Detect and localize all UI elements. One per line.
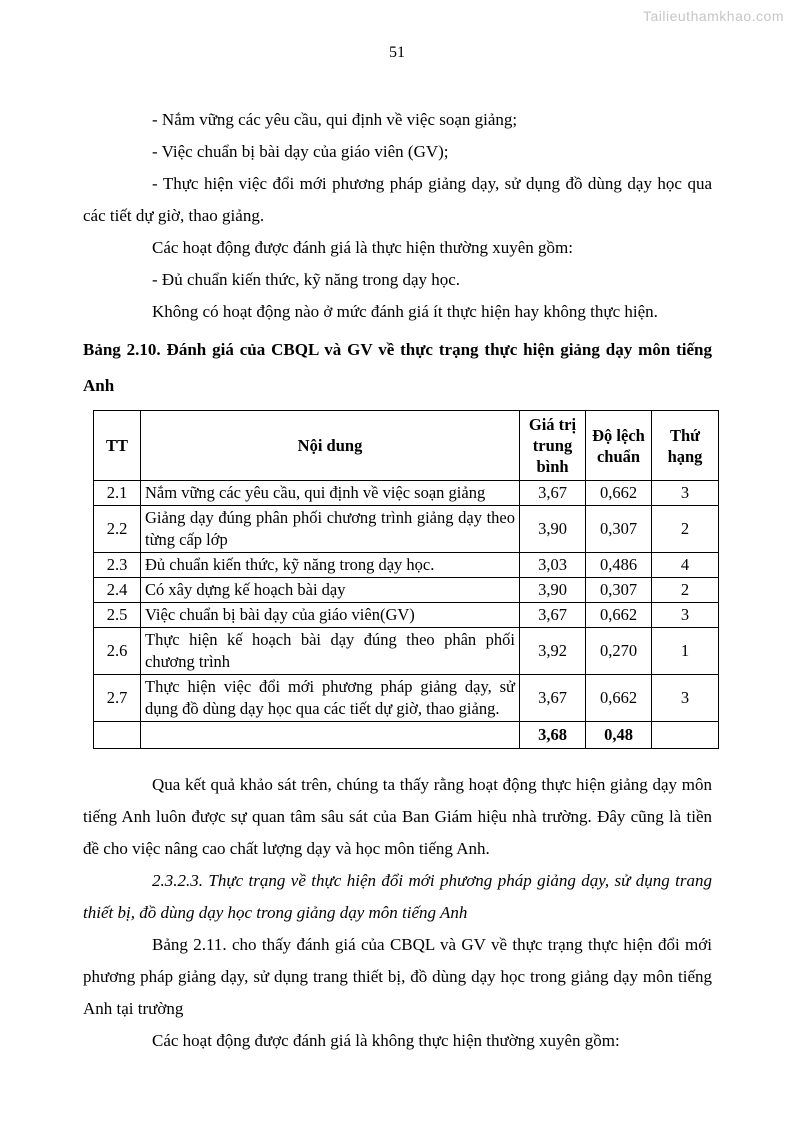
paragraph: - Nắm vững các yêu cầu, qui định về việc soạn giảng;: [152, 110, 518, 129]
cell-content: Việc chuẩn bị bài dạy của giáo viên(GV): [141, 603, 520, 628]
paragraph: Qua kết quả khảo sát trên, chúng ta thấy rằng hoạt động thực hiện giảng dạy môn tiếng Anh luôn được sự quan tâm sâu sát của Ban Giám hiệu nhà trường. Đây cũng là tiền đề cho việc nâng cao chất lượng dạy và học môn tiếng Anh.: [83, 775, 712, 858]
header-cell-tt: TT: [94, 411, 141, 481]
header-cell-noidung: Nội dung: [141, 411, 520, 481]
table-caption: Bảng 2.10. Đánh giá của CBQL và GV về thực trạng thực hiện giảng dạy môn tiếng Anh: [83, 340, 712, 395]
paragraph: - Thực hiện việc đổi mới phương pháp giảng dạy, sử dụng đồ dùng dạy học qua các tiết dự giờ, thao giảng.: [83, 174, 712, 225]
header-cell-sd: Độ lệch chuẩn: [586, 411, 652, 481]
cell-sd: 0,662: [586, 603, 652, 628]
cell-sd: 0,662: [586, 675, 652, 722]
cell-mean: 3,67: [520, 603, 586, 628]
cell-tt: 2.6: [94, 628, 141, 675]
section-heading: 2.3.2.3. Thực trạng về thực hiện đổi mới phương pháp giảng dạy, sử dụng trang thiết bị, đồ dùng dạy học trong giảng dạy môn tiếng Anh: [83, 871, 712, 922]
data-table: [93, 410, 719, 749]
cell-tt: 2.5: [94, 603, 141, 628]
cell-sd: 0,307: [586, 578, 652, 603]
header-cell-mean: Giá trị trung bình: [520, 411, 586, 481]
page-content: [83, 104, 712, 1057]
watermark: Tailieuthamkhao.com: [642, 8, 784, 24]
cell-rank: 1: [652, 628, 719, 675]
paragraph: Các hoạt động được đánh giá là không thực hiện thường xuyên gồm:: [152, 1031, 620, 1050]
table-total-row: [94, 722, 719, 749]
cell-rank: 3: [652, 675, 719, 722]
cell-tt-empty: [94, 722, 141, 749]
header-cell-rank: Thứ hạng: [652, 411, 719, 481]
cell-tt: 2.4: [94, 578, 141, 603]
cell-mean: 3,92: [520, 628, 586, 675]
cell-tt: 2.2: [94, 506, 141, 553]
table-row: [94, 603, 719, 628]
cell-sd: 0,662: [586, 481, 652, 506]
cell-content: Thực hiện kế hoạch bài dạy đúng theo phân phối chương trình: [141, 628, 520, 675]
table-row: [94, 675, 719, 722]
cell-rank: 2: [652, 578, 719, 603]
paragraph: - Việc chuẩn bị bài dạy của giáo viên (GV);: [152, 142, 449, 161]
cell-mean: 3,67: [520, 675, 586, 722]
cell-tt: 2.7: [94, 675, 141, 722]
cell-rank: 2: [652, 506, 719, 553]
cell-content-empty: [141, 722, 520, 749]
table-row: [94, 481, 719, 506]
cell-sd: 0,307: [586, 506, 652, 553]
cell-mean: 3,03: [520, 553, 586, 578]
paragraph: Không có hoạt động nào ở mức đánh giá ít thực hiện hay không thực hiện.: [152, 302, 658, 321]
table-row: [94, 506, 719, 553]
paragraph: Bảng 2.11. cho thấy đánh giá của CBQL và GV về thực trạng thực hiện đổi mới phương pháp giảng dạy, sử dụng trang thiết bị, đồ dùng dạy học trong giảng dạy môn tiếng Anh tại trường: [83, 935, 712, 1018]
cell-content: Nắm vững các yêu cầu, qui định về việc soạn giảng: [141, 481, 520, 506]
cell-tt: 2.3: [94, 553, 141, 578]
cell-mean: 3,90: [520, 506, 586, 553]
cell-mean: 3,90: [520, 578, 586, 603]
cell-mean: 3,67: [520, 481, 586, 506]
cell-sd: 0,270: [586, 628, 652, 675]
table-row: [94, 578, 719, 603]
page-number: 51: [389, 44, 405, 61]
cell-rank: 3: [652, 481, 719, 506]
cell-rank-empty: [652, 722, 719, 749]
paragraph: - Đủ chuẩn kiến thức, kỹ năng trong dạy học.: [152, 270, 461, 289]
cell-total-mean: 3,68: [520, 722, 586, 749]
table-row: [94, 628, 719, 675]
cell-tt: 2.1: [94, 481, 141, 506]
cell-rank: 3: [652, 603, 719, 628]
table-header-row: [94, 411, 719, 481]
cell-rank: 4: [652, 553, 719, 578]
table-row: [94, 553, 719, 578]
cell-content: Thực hiện việc đổi mới phương pháp giảng dạy, sử dụng đồ dùng dạy học qua các tiết dự giờ, thao giảng.: [141, 675, 520, 722]
cell-content: Có xây dựng kế hoạch bài dạy: [141, 578, 520, 603]
cell-total-sd: 0,48: [586, 722, 652, 749]
paragraph: Các hoạt động được đánh giá là thực hiện thường xuyên gồm:: [152, 238, 573, 257]
cell-content: Đủ chuẩn kiến thức, kỹ năng trong dạy học.: [141, 553, 520, 578]
cell-content: Giảng dạy đúng phân phối chương trình giảng dạy theo từng cấp lớp: [141, 506, 520, 553]
cell-sd: 0,486: [586, 553, 652, 578]
